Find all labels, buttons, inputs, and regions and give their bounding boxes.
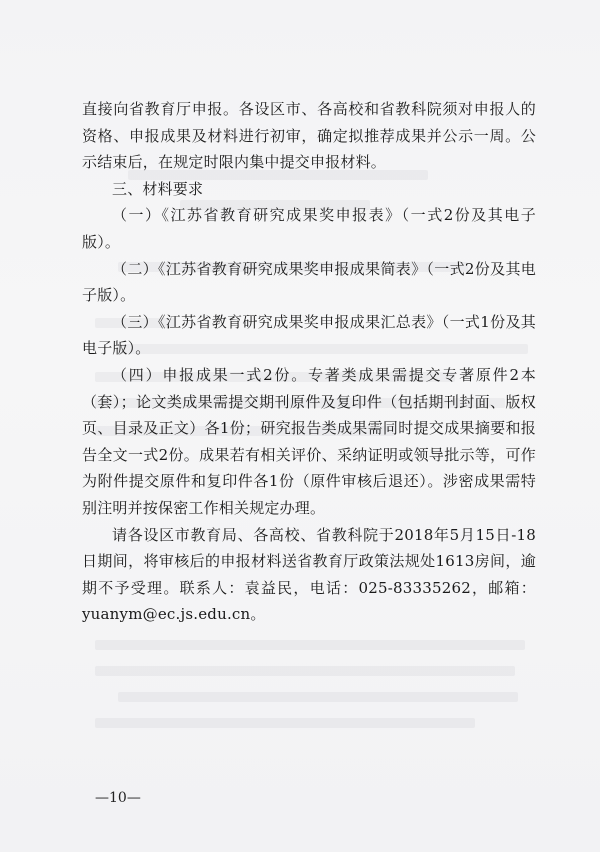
paragraph-item-2: （二）《江苏省教育研究成果奖申报成果简表》（一式2份及其电子版）。 bbox=[82, 259, 536, 305]
paragraph-item-1: （一）《江苏省教育研究成果奖申报表》（一式2份及其电子版）。 bbox=[82, 206, 536, 251]
section-heading-material-requirements: 三、材料要求 bbox=[112, 179, 204, 198]
paragraph-item-3: （三）《江苏省教育研究成果奖申报成果汇总表》（一式1份及其电子版）。 bbox=[82, 312, 536, 358]
paragraph-submission-process: 直接向省教育厅申报。各设区市、各高校和省教科院须对申报人的资格、申报成果及材料进行初审，确定拟推荐成果并公示一周。公示结束后，在规定时限内集中提交申报材料。 bbox=[82, 100, 536, 172]
document-body bbox=[82, 96, 536, 628]
paragraph-item-4: （四）申报成果一式2份。专著类成果需提交专著原件2本（套）；论文类成果需提交期刊原件及复印件（包括期刊封面、版权页、目录及正文）各1份；研究报告类成果需同时提交成果摘要和报告全文一式2份。成果若有相关评价、采纳证明或领导批示等，可作为附件提交原件和复印件各1份（原件审核后退还）。涉密成果需特别注明并按保密工作相关规定办理。 bbox=[82, 365, 536, 517]
paragraph-contact-info: 请各设区市教育局、各高校、省教科院于2018年5月15日-18日期间，将审核后的申报材料送省教育厅政策法规处1613房间，逾期不予受理。联系人：袁益民，电话：025-83335262，邮箱：yuanym@ec.js.edu.cn。 bbox=[82, 525, 536, 624]
page-number: —10— bbox=[95, 790, 141, 806]
